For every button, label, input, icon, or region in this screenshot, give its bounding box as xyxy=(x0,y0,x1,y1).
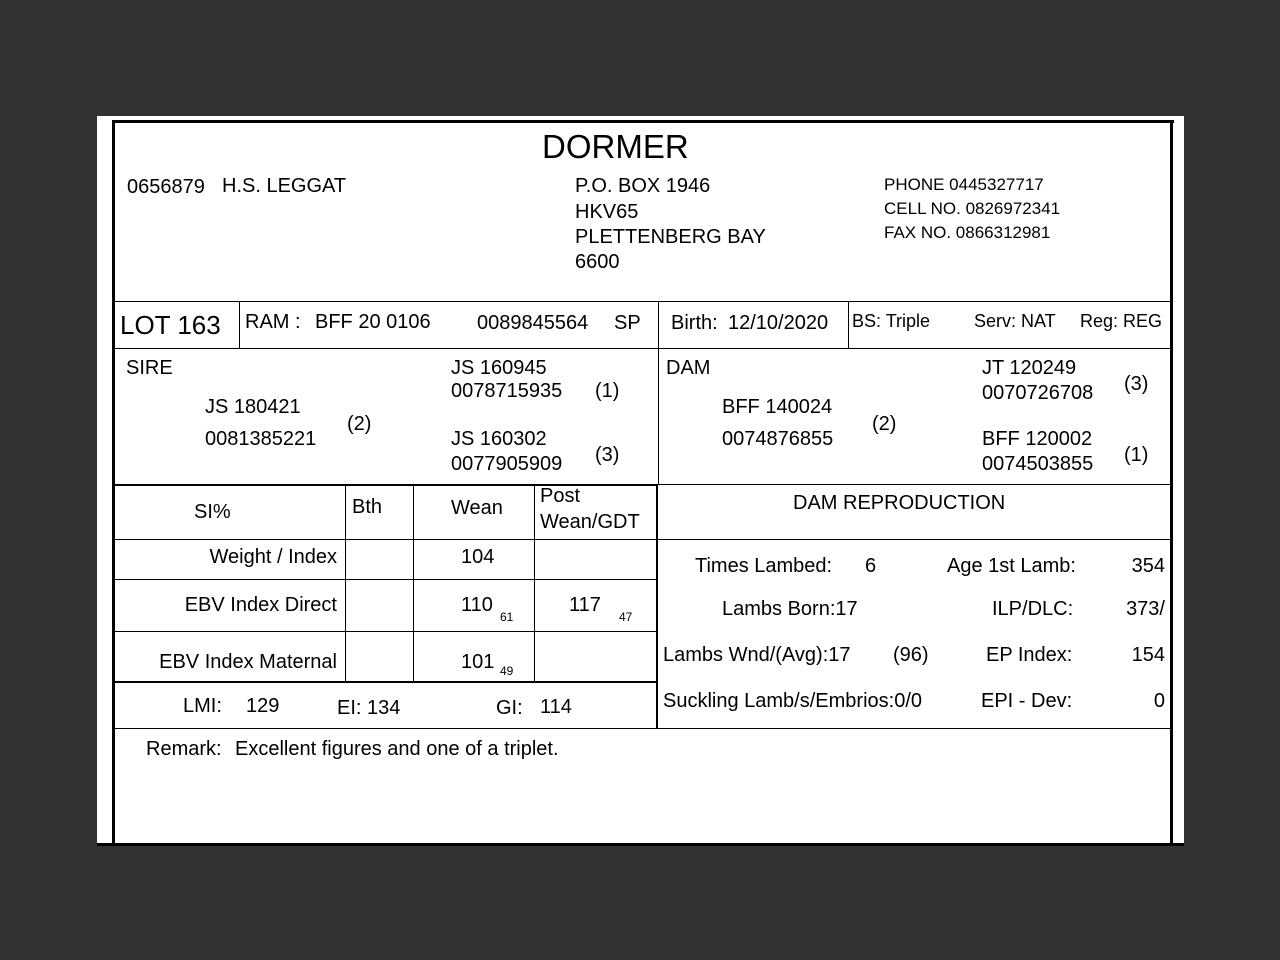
breed-title: DORMER xyxy=(542,128,689,165)
dam-id: BFF 140024 xyxy=(722,396,833,418)
age-first-lamb-value: 354 xyxy=(1131,555,1165,577)
remark-text: Excellent figures and one of a triplet. xyxy=(235,738,559,760)
birth-status: BS: Triple xyxy=(852,311,931,331)
dam-dam-id: BFF 120002 xyxy=(982,428,1093,450)
ram-label: RAM : xyxy=(245,311,301,333)
address-line-3: PLETTENBERG BAY xyxy=(575,226,766,248)
service-type: Serv: NAT xyxy=(974,311,1056,331)
rule-perf-header xyxy=(115,539,1170,540)
cell: CELL NO. 0826972341 xyxy=(884,199,1061,218)
rule-pedigree-right xyxy=(658,484,1170,485)
fax: FAX NO. 0866312981 xyxy=(884,223,1051,242)
sire-label: SIRE xyxy=(126,357,173,379)
rule-center-upper xyxy=(658,301,659,484)
sire-dam-number: 0077905909 xyxy=(451,453,563,475)
frame-left xyxy=(112,120,115,846)
ebv-direct-label: EBV Index Direct xyxy=(184,594,337,616)
lambs-born: Lambs Born:17 xyxy=(722,598,858,620)
ebv-direct-post: 117 xyxy=(569,594,601,616)
frame-right xyxy=(1170,120,1173,846)
gi-value: 114 xyxy=(540,696,572,718)
dam-number: 0074876855 xyxy=(722,428,834,450)
sale-lot-card xyxy=(97,116,1184,846)
dam-dam-number: 0074503855 xyxy=(982,453,1094,475)
age-first-lamb-label: Age 1st Lamb: xyxy=(947,555,1076,577)
address-line-1: P.O. BOX 1946 xyxy=(575,175,711,197)
post-header-line-2: Wean/GDT xyxy=(540,511,640,533)
dam-sire-id: JT 120249 xyxy=(982,357,1077,379)
dam-sire-grade: (3) xyxy=(1124,373,1149,395)
rule-maternal xyxy=(115,681,658,683)
rule-birth-divider xyxy=(848,301,849,348)
dam-reproduction-title: DAM REPRODUCTION xyxy=(793,492,1006,514)
ebv-direct-wean: 110 xyxy=(461,594,493,616)
post-header-line-1: Post xyxy=(540,485,581,507)
birth-date: 12/10/2020 xyxy=(728,312,829,334)
times-lambed-value: 6 xyxy=(865,555,877,577)
rule-center-lower xyxy=(656,484,658,728)
sire-sire-number: 0078715935 xyxy=(451,380,563,402)
epi-dev-value: 0 xyxy=(1153,690,1165,712)
lmi-value: 129 xyxy=(246,695,280,717)
dam-label: DAM xyxy=(666,357,711,379)
address-line-2: HKV65 xyxy=(575,201,639,223)
weight-index-wean: 104 xyxy=(461,546,495,568)
address-line-4: 6600 xyxy=(575,251,620,273)
sire-sire-grade: (1) xyxy=(595,380,620,402)
ebv-maternal-wean: 101 xyxy=(461,651,495,673)
lmi-label: LMI: xyxy=(183,695,222,717)
epi-dev-label: EPI - Dev: xyxy=(981,690,1073,712)
sire-id: JS 180421 xyxy=(205,396,301,418)
rule-weight xyxy=(115,579,658,580)
rule-direct xyxy=(115,631,658,632)
ebv-direct-post-accuracy: 47 xyxy=(619,610,633,624)
suckling-lambs-embrios: Suckling Lamb/s/Embrios:0/0 xyxy=(663,690,923,712)
sire-grade: (2) xyxy=(347,413,372,435)
ebv-maternal-label: EBV Index Maternal xyxy=(159,651,337,673)
birth-label: Birth: xyxy=(671,312,718,334)
rule-lot xyxy=(115,348,1170,349)
ebv-maternal-wean-accuracy: 49 xyxy=(500,664,514,678)
ebv-direct-wean-accuracy: 61 xyxy=(500,610,514,624)
dam-dam-grade: (1) xyxy=(1124,444,1149,466)
dam-grade: (2) xyxy=(872,413,897,435)
ilp-dlc-value: 373/ xyxy=(1126,598,1165,620)
lot-number: LOT 163 xyxy=(120,310,221,340)
lambs-weaned: Lambs Wnd/(Avg):17 xyxy=(663,644,851,666)
ram-code: SP xyxy=(614,312,641,334)
sire-number: 0081385221 xyxy=(205,428,317,450)
ilp-dlc-label: ILP/DLC: xyxy=(992,598,1074,620)
bth-header: Bth xyxy=(352,496,383,518)
ei-index: EI: 134 xyxy=(337,697,401,719)
ram-id: BFF 20 0106 xyxy=(315,311,431,333)
breeder-id: 0656879 xyxy=(127,176,205,198)
breeder-name: H.S. LEGGAT xyxy=(222,175,347,197)
phone: PHONE 0445327717 xyxy=(884,175,1044,194)
sire-sire-id: JS 160945 xyxy=(451,357,547,379)
ep-index-value: 154 xyxy=(1131,644,1165,666)
wean-header: Wean xyxy=(451,497,503,519)
sire-dam-id: JS 160302 xyxy=(451,428,547,450)
remark-label: Remark: xyxy=(146,738,222,760)
rule-wean-post xyxy=(534,486,535,683)
rule-bth-wean xyxy=(413,486,414,683)
ep-index-label: EP Index: xyxy=(986,644,1073,666)
si-header: SI% xyxy=(194,501,231,523)
registration: Reg: REG xyxy=(1080,311,1163,331)
frame-top xyxy=(112,120,1174,123)
times-lambed-label: Times Lambed: xyxy=(695,555,833,577)
frame-bottom xyxy=(97,843,1184,846)
rule-index xyxy=(115,728,1170,729)
sire-dam-grade: (3) xyxy=(595,444,620,466)
rule-header xyxy=(115,301,1170,302)
rule-lot-divider xyxy=(239,301,240,348)
lambs-weaned-average: (96) xyxy=(893,644,929,666)
ram-number: 0089845564 xyxy=(477,312,589,334)
weight-index-label: Weight / Index xyxy=(209,546,337,568)
gi-label: GI: xyxy=(496,697,523,719)
dam-sire-number: 0070726708 xyxy=(982,382,1094,404)
rule-si-bth xyxy=(345,486,346,683)
